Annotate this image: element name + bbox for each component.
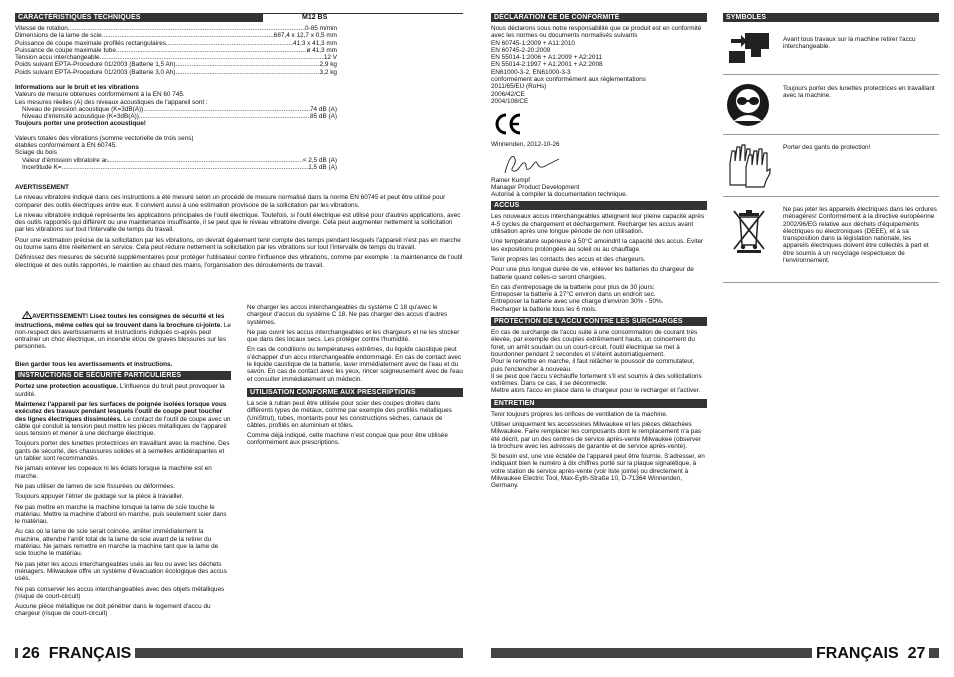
safety-warning-bold: AVERTISSEMENT! Lisez toutes les consignes de sécurité et les instructions, même celles qui se trouvent dans la brochure ci-jointe.	[15, 313, 227, 329]
safety-goggles-icon	[726, 83, 770, 132]
spec-row-label: Poids suivant EPTA-Procedure 01/2003 (Batterie 1,5 Ah)	[15, 61, 176, 69]
noise-rows	[15, 106, 337, 121]
safety-header: INSTRUCTIONS DE SÉCURITÉ PARTICULIÈRES	[15, 371, 231, 380]
hearing-protection-para: Portez une protection acoustique. L'influence du bruit peut provoquer la surdité.	[15, 383, 227, 398]
model-name: M12 BS	[302, 14, 328, 21]
vibration-row	[22, 164, 337, 171]
right-col1	[491, 13, 707, 493]
tech-header: CARACTÉRISTIQUES TECHNIQUES	[15, 13, 263, 22]
vibration-rows	[15, 157, 337, 172]
signer: Rainer Kumpf Manager Product Development Autorisé à compiler la documentation technique.	[491, 176, 628, 199]
warning-triangle-icon	[22, 311, 32, 321]
left-col2	[247, 304, 463, 450]
noise-row-dots	[143, 106, 310, 113]
ear-protection-note: Toujours porter une protection acoustique!	[15, 120, 146, 128]
spec-row-label: Vitesse de rotation	[15, 25, 68, 32]
noise-section	[15, 84, 337, 171]
accus-para: Une température supérieure à 50°C amoindrit la capacité des accus. Eviter les expositions prolongées au soleil ou au chauffage.	[491, 238, 705, 253]
spec-row	[15, 54, 337, 61]
tech-header-rule	[263, 13, 463, 22]
maint-para: Si besoin est, une vue éclatée de l'appareil peut être fournie. S'adresser, en indiquant bien le numéro à dix chiffres porté sur la plaque signalétique, à votre station de service après-vente (voir liste jointe) ou directement à Milwaukee Electric Tool, Max-Eyth-Straße 10, D-71364 Winnenden, Germany.	[491, 453, 707, 490]
decl-header: DÉCLARATION CE DE CONFORMITÉ	[491, 13, 707, 22]
spec-row-label: Poids suivant EPTA-Procedure 01/2003 (Batterie 3,0 Ah)	[15, 68, 176, 76]
symbol-text-goggles: Toujours porter des lunettes protectrices en travaillant avec la machine.	[783, 85, 937, 100]
signature-image	[501, 151, 561, 177]
vibration-row-value: < 2,5 dB (A)	[302, 156, 337, 164]
battery-paras	[247, 304, 463, 383]
battery-removal-icon	[725, 29, 773, 74]
symbol-text-gloves: Porter des gants de protection!	[783, 144, 871, 151]
safety-warning-rest: Le non-respect des avertissements et instructions indiqués ci-après peut entraîner un choc électrique, un incendie et/ou de graves blessures sur les personnes.	[15, 321, 233, 351]
safety-warning	[15, 304, 231, 358]
spec-row-value: 0-85 m/min	[305, 25, 337, 32]
spec-row-value: ø 41,3 mm	[306, 46, 337, 54]
place-date: Winnenden, 2012-10-26	[491, 141, 560, 149]
symbol-text-bin: Ne pas jeter les appareils électriques dans les ordures ménagères! Conformément à la directive européenne 2002/96/EG relative aux déchets d'équipements électriques ou électroniques (DEEE), et à sa transposition dans la législation nationale, les appareils électriques doivent être collectés à part et être soumis à un recyclage respectueux de l'environnement.	[783, 206, 939, 265]
vibration-text: Valeurs totales des vibrations (somme vectorielle de trois sens) établies conformément à EN 60745. Sciage du bois	[15, 134, 194, 157]
spec-row-label: Puissance de coupe maximale tube	[15, 46, 116, 54]
language-left: FRANÇAIS	[48, 645, 132, 662]
noise-text: Valeurs de mesure obtenues conformément à la EN 60 745. Les mesures réelles (A) des niveaux acoustiques de l'appareil sont :	[15, 91, 208, 106]
spec-row-dots	[116, 47, 307, 54]
battery-para: Ne pas ouvrir les accus interchangeables et les chargeurs et ne les stocker que dans des locaux secs. Les protéger contre l'humidité.	[247, 328, 462, 344]
accus-header: ACCUS	[491, 201, 707, 210]
avertissement-section	[15, 184, 463, 272]
symbol-row-bin	[723, 197, 939, 283]
left-footer	[18, 645, 135, 663]
protect-text: En cas de surcharge de l'accu suite à une consommation de courant très élevée, par exemple des couples extrêmement hauts, un coincement du foret, un arrêt soudain ou un court-circuit, l'outil électrique se met à bourdonner pendant 2 secondes et s'éteint automatiquement. Pour le remettre en marche, il faut relâcher le poussoir de commutateur, puis l'enclencher à nouveau. Il se peut que l'accu s'échauffe fortement s'il est soumis à des sollicitations extrêmes. Dans ce cas, il se déconnecte. Mettre alors l'accu en place dans le chargeur pour le recharger et l'activer.	[491, 329, 702, 395]
maint-para: Utiliser uniquement les accessoires Milwaukee et les pièces détachées Milwaukee. Faire remplacer les composants dont le remplacement n'a pas été décrit, par un des centres de service après-vente Milwaukee (observer la brochure avec les adresses de garantie et de service après-vente).	[491, 420, 703, 450]
noise-title: Informations sur le bruit et les vibrations	[15, 84, 139, 91]
page-number-right: 27	[907, 645, 926, 662]
safety-para: Ne jamais enlever les copeaux ni les éclats lorsque la machine est en marche.	[15, 465, 214, 480]
spec-row-dots	[175, 69, 319, 76]
left-col1	[15, 304, 231, 621]
symbol-row-goggles	[723, 75, 939, 135]
spec-row-value: 687,4 x 12,7 x 0,5 mm	[273, 32, 337, 40]
battery-para: En cas de conditions ou températures extrêmes, du liquide caustique peut s'échapper d'un accu interchangeable endommagé. En cas de contact avec le liquide caustique de la batterie, laver immédiatement avec de l'eau et du savon. En cas de contact avec les yeux, rincer soigneusement avec de l'eau et consulter immédiatement un médecin.	[247, 346, 465, 383]
vibration-row-label: Valeur d'émission vibratoire a	[22, 156, 106, 164]
spec-row-label: Puissance de coupe maximale profilés rectangulaires	[15, 39, 166, 47]
protect-header: PROTECTION DE L'ACCU CONTRE LES SURCHARGES	[491, 317, 707, 326]
spec-row-value: 41,3 x 41,3 mm	[292, 39, 337, 47]
safety-para: Toujours porter des lunettes protectrices en travaillant avec la machine. Des gants de sécurité, des chaussures solides et à semelles antidérapantes et un tablier sont recommandés.	[15, 440, 232, 463]
maint-paras	[491, 411, 707, 490]
keep-instructions: Bien garder tous les avertissements et instructions.	[15, 361, 173, 369]
right-footer	[812, 645, 929, 663]
spec-row-label: Tension accu interchangeable	[15, 54, 100, 62]
spec-row	[15, 25, 337, 32]
language-right: FRANÇAIS	[816, 645, 899, 662]
symbol-row-gloves	[723, 135, 939, 197]
avertissement-para: Pour une estimation précise de la sollicitation par les vibrations, on devrait également tenir compte des temps pendant lesquels l'appareil n'est pas en marche ou tourne sans être réellement en service. Cela peut réduire nettement la sollicitation par les vibrations sur tout l'intervalle de temps du travail.	[15, 236, 463, 252]
safety-paras	[15, 440, 231, 617]
vibration-row	[22, 157, 337, 164]
safety-para: Ne pas utiliser de lames de scie fissurées ou déformées.	[15, 482, 176, 490]
spec-row-value: 12 V	[323, 54, 337, 62]
use-header: UTILISATION CONFORME AUX PRESCRIPTIONS	[247, 388, 463, 397]
spec-row-dots	[68, 25, 305, 32]
spec-row-dots	[175, 61, 319, 68]
avertissement-para: Le niveau vibratoire indiqué représente les applications principales de l'outil électrique. Toutefois, si l'outil électrique est utilisé pour d'autres applications, avec des outils rapportés qui diffèrent ou une maintenance insuffisante, il se peut que le niveau vibratoire diverge. Cela peut augmenter nettement la sollicitation par les vibrations sur tout l'intervalle de temps du travail.	[15, 211, 463, 234]
spec-row	[15, 32, 337, 39]
accus-para: En cas d'entreposage de la batterie pour plus de 30 jours: Entreposer la batterie à 27°C environ dans un endroit sec. Entreposer la batterie avec une charge d'environ 30% - 50%. Recharger la batterie tous les 6 mois.	[491, 283, 664, 313]
insulated-grip-para: Maintenez l'appareil par les surfaces de poignée isolées lorsque vous exécutez des travaux pendant lesquels l'outil de coupe peut toucher des lignes électriques dissimulées. Le contact de l'outil de coupe avec un câble qui conduit la tension peut mettre les pièces métalliques de l'appareil sous tension et mener à une décharge électrique.	[15, 400, 233, 438]
avertissement-para: Définissez des mesures de sécurité supplémentaires pour protéger l'utilisateur contre l'influence des vibrations, comme par exemple : la maintenance de l'outil électrique et des outils rapportés, le maintien au chaud des mains, l'organisation des déroulements de travail.	[15, 254, 465, 269]
battery-para: Ne charger les accus interchangeables du système C 18 qu'avec le chargeur d'accus du système C 18. Ne pas charger des accus d'autres systèmes.	[247, 304, 450, 326]
spec-row-dots	[102, 32, 274, 39]
accus-para: Tenir propres les contacts des accus et des chargeurs.	[491, 255, 646, 263]
accus-para: Pour une plus longue durée de vie, enlever les batteries du chargeur de batterie quand celles-ci seront chargées.	[491, 266, 696, 281]
ce-mark-icon	[493, 113, 523, 135]
spec-row	[15, 40, 337, 47]
symbol-text-battery: Avant tous travaux sur la machine retirer l'accu interchangeable.	[783, 36, 918, 51]
use-para: Comme déjà indiqué, cette machine n'est conçue que pour être utilisée conformément aux prescriptions.	[247, 432, 450, 447]
safety-para: Ne pas conserver les accus interchangeables avec des objets métalliques (risque de court-circuit)	[15, 585, 227, 600]
spec-row	[15, 69, 337, 76]
spec-row-value: 2,9 kg	[319, 61, 337, 69]
avertissement-paras	[15, 194, 463, 269]
avertissement-para: Le niveau vibratoire indiqué dans ces instructions a été mesuré selon un procédé de mesure normalisé dans la norme EN 60745 et peut être utilisé pour comparer des outils électriques entre eux. Il convient aussi à une estimation provisoire de la sollicitation par les vibrations.	[15, 194, 447, 209]
accus-para: Les nouveaux accus interchangeables atteignent leur pleine capacité après 4-5 cycles de chargement et déchargement. Recharger les accus avant utilisation après une longue période de non utilisation.	[491, 213, 706, 236]
vibration-row-dots	[108, 157, 303, 164]
decl-text: Nous déclarons sous notre responsabilité que ce produit est en conformité avec les normes ou documents normalisés suivants EN 60745-1:2009 + A11:2010 EN 60745-2-20:2009 EN 55014-1:2006 + A1:2009 + A2:2011 EN 55014-2:1997 + A1:2001 + A2:2008 EN61000-3-2, EN61000-3-3 conformément aux conformément aux réglementations 2011/65/EU (RoHs) 2006/42/CE 2004/108/CE	[491, 25, 702, 105]
symbol-row-battery	[723, 25, 939, 75]
vibration-row-value: 1,5 dB (A)	[308, 163, 337, 171]
spec-row	[15, 47, 337, 54]
use-para: La scie à ruban peut être utilisée pour scier des coupes droites dans différents types de métaux, comme par exemple des profilés métalliques (UniStrut), tubes, montants pour les constructions sèches, canaux de câbles, profilés en aluminium et tôles.	[247, 399, 454, 429]
noise-row-value: 85 dB (A)	[310, 113, 337, 121]
signature	[501, 151, 707, 177]
ce-mark	[493, 113, 707, 137]
spec-row-dots	[166, 40, 293, 47]
safety-para: Aucune pièce métallique ne doit pénétrer dans le logement d'accu du chargeur (risque de court-circuit)	[15, 603, 213, 618]
safety-para: Ne pas jeter les accus interchangeables usés au feu ou avec les déchets ménagers. Milwaukee offre un système d'évacuation écologique des accus usés.	[15, 560, 229, 583]
crossed-bin-icon	[731, 207, 767, 258]
noise-row	[22, 106, 337, 113]
safety-para: Au cas où la lame de scie serait coincée, arrêter immédiatement la machine, attendre l'arrêt total de la lame de scie avant de la retirer du matériau. Ne jamais remettre en marche la machine tant que la lame de scie touche le matériau.	[15, 528, 220, 558]
vibration-row-label: Incertitude K=	[22, 163, 62, 171]
safety-para: Toujours appuyer l'étrier de guidage sur la pièce à travailler.	[15, 493, 184, 501]
spec-row-dots	[100, 54, 324, 61]
vibration-row-label-sub: h	[105, 157, 108, 163]
page-number-left: 26	[22, 645, 40, 662]
noise-row-label: Niveau de pression acoustique (K=3dB(A))	[22, 105, 144, 113]
spec-list	[15, 25, 337, 76]
use-paras	[247, 400, 463, 447]
noise-row	[22, 113, 337, 120]
spec-row	[15, 61, 337, 68]
noise-row-label: Niveau d'intensité acoustique (K=3dB(A))	[22, 113, 139, 121]
gloves-icon	[726, 141, 772, 196]
spec-row-label: Dimensions de la lame de scie	[15, 32, 102, 40]
accus-paras	[491, 213, 707, 313]
symbols-header: SYMBOLES	[723, 13, 939, 22]
maint-header: ENTRETIEN	[491, 399, 707, 408]
noise-row-value: 74 dB (A)	[310, 105, 337, 113]
spec-row-value: 3,2 kg	[319, 68, 337, 76]
noise-row-dots	[139, 113, 310, 120]
maint-para: Tenir toujours propres les orifices de ventilation de la machine.	[491, 410, 668, 418]
vibration-row-dots	[62, 164, 309, 171]
safety-para: Ne pas mettre en marche la machine lorsque la lame de scie touche le matériau. Mettre la machine d'abord en marche, puis seulement scier dans le matériau.	[15, 503, 229, 526]
avertissement-title: AVERTISSEMENT	[15, 184, 69, 191]
